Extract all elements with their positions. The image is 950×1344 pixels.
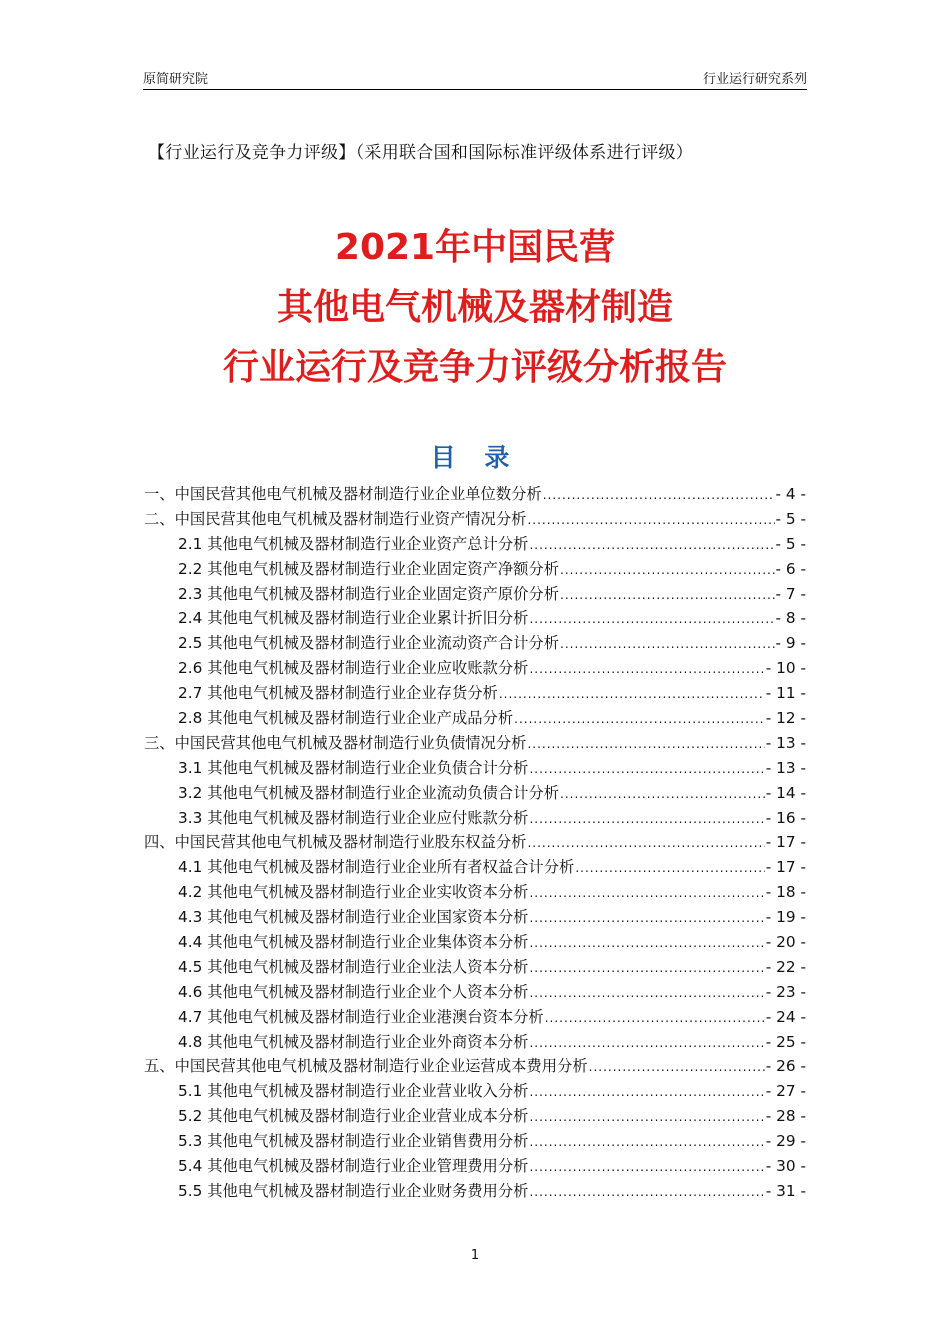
toc-leader-dots: [560, 588, 774, 602]
toc-entry-page: - 12 -: [765, 709, 806, 728]
toc-entry[interactable]: [144, 606, 806, 631]
toc-entry-page: - 28 -: [765, 1107, 806, 1126]
toc-entry-page: - 10 -: [765, 659, 806, 678]
toc-entry[interactable]: [144, 582, 806, 607]
toc-entry[interactable]: [144, 1129, 806, 1154]
toc-entry-label: 4.6 其他电气机械及器材制造行业企业个人资本分析: [178, 982, 529, 1001]
toc-entry[interactable]: [144, 482, 806, 507]
toc-entry-label: 5.3 其他电气机械及器材制造行业企业销售费用分析: [178, 1132, 529, 1151]
toc-entry[interactable]: [144, 880, 806, 905]
toc-entry-label: 2.6 其他电气机械及器材制造行业企业应收账款分析: [178, 659, 529, 678]
toc-leader-dots: [575, 861, 764, 875]
toc-entry-page: - 7 -: [775, 584, 806, 603]
toc-entry[interactable]: [144, 706, 806, 731]
toc-leader-dots: [527, 737, 764, 751]
toc-leader-dots: [529, 911, 764, 925]
toc-entry-page: - 26 -: [765, 1057, 806, 1076]
toc-entry-page: - 11 -: [765, 684, 806, 703]
toc-leader-dots: [527, 513, 774, 527]
toc-entry-label: 3.2 其他电气机械及器材制造行业企业流动负债合计分析: [178, 783, 560, 802]
toc-leader-dots: [499, 687, 765, 701]
toc-entry-page: - 29 -: [765, 1132, 806, 1151]
toc-entry-page: - 23 -: [765, 982, 806, 1001]
toc-heading: 目 录: [430, 443, 520, 472]
toc-leader-dots: [529, 1110, 764, 1124]
toc-entry-page: - 16 -: [765, 808, 806, 827]
header-org: 原简研究院: [143, 72, 209, 87]
toc-entry-page: - 17 -: [765, 858, 806, 877]
toc-entry-label: 2.2 其他电气机械及器材制造行业企业固定资产净额分析: [178, 559, 560, 578]
toc-leader-dots: [529, 1160, 764, 1174]
toc-entry-page: - 24 -: [765, 1007, 806, 1026]
toc-entry-label: 四、中国民营其他电气机械及器材制造行业股东权益分析: [144, 833, 527, 852]
rating-line: 【行业运行及竞争力评级】（采用联合国和国际标准评级体系进行评级）: [148, 143, 694, 163]
toc-entry-label: 2.1 其他电气机械及器材制造行业企业资产总计分析: [178, 534, 529, 553]
toc-leader-dots: [529, 538, 774, 552]
toc-entry[interactable]: [144, 1005, 806, 1030]
toc-entry[interactable]: [144, 1079, 806, 1104]
toc-leader-dots: [529, 662, 764, 676]
toc-entry-label: 2.4 其他电气机械及器材制造行业企业累计折旧分析: [178, 609, 529, 628]
toc-entry-label: 五、中国民营其他电气机械及器材制造行业企业运营成本费用分析: [144, 1057, 588, 1076]
toc-entry-page: - 25 -: [765, 1032, 806, 1051]
header-series: 行业运行研究系列: [702, 72, 807, 87]
toc-entry-label: 4.4 其他电气机械及器材制造行业企业集体资本分析: [178, 933, 529, 952]
toc-entry-page: - 5 -: [775, 509, 806, 528]
toc-entry-page: - 27 -: [765, 1082, 806, 1101]
toc-entry[interactable]: [144, 806, 806, 831]
toc-entry-page: - 20 -: [765, 933, 806, 952]
page-number: 1: [470, 1248, 480, 1263]
toc-entry-label: 4.7 其他电气机械及器材制造行业企业港澳台资本分析: [178, 1007, 544, 1026]
toc-leader-dots: [529, 961, 764, 975]
toc-entry-page: - 4 -: [775, 485, 806, 503]
toc-entry[interactable]: [144, 681, 806, 706]
toc-entry-page: - 17 -: [765, 833, 806, 852]
toc-leader-dots: [514, 712, 765, 726]
toc-entry-page: - 13 -: [765, 758, 806, 777]
toc-entry[interactable]: [144, 507, 806, 532]
toc-entry-label: 4.2 其他电气机械及器材制造行业企业实收资本分析: [178, 883, 529, 902]
toc-entry[interactable]: [144, 557, 806, 582]
toc-entry-page: - 6 -: [775, 559, 806, 578]
toc-entry-page: - 22 -: [765, 957, 806, 976]
toc-entry[interactable]: [144, 905, 806, 930]
toc-entry[interactable]: [144, 1104, 806, 1129]
toc-leader-dots: [560, 563, 774, 577]
toc-entry[interactable]: [144, 1154, 806, 1179]
toc-entry[interactable]: [144, 930, 806, 955]
toc-entry-label: 2.8 其他电气机械及器材制造行业企业产成品分析: [178, 709, 514, 728]
toc-leader-dots: [560, 637, 774, 651]
toc-entry-label: 3.1 其他电气机械及器材制造行业企业负债合计分析: [178, 758, 529, 777]
title-line-1: 2021年中国民营: [334, 227, 616, 268]
toc-entry[interactable]: [144, 1054, 806, 1079]
toc-entry-page: - 14 -: [765, 783, 806, 802]
toc-leader-dots: [529, 812, 764, 826]
toc-entry-label: 4.1 其他电气机械及器材制造行业企业所有者权益合计分析: [178, 858, 575, 877]
toc-leader-dots: [527, 836, 764, 850]
toc-entry[interactable]: [144, 955, 806, 980]
toc-entry[interactable]: [144, 830, 806, 855]
toc-entry-label: 2.5 其他电气机械及器材制造行业企业流动资产合计分析: [178, 634, 560, 653]
toc-entry[interactable]: [144, 756, 806, 781]
toc-entry-page: - 5 -: [775, 534, 806, 553]
toc-entry-page: - 9 -: [775, 634, 806, 653]
toc-entry-label: 5.5 其他电气机械及器材制造行业企业财务费用分析: [178, 1181, 529, 1200]
toc-entry-label: 4.8 其他电气机械及器材制造行业企业外商资本分析: [178, 1032, 529, 1051]
toc-entry-page: - 18 -: [765, 883, 806, 902]
toc-leader-dots: [543, 488, 775, 502]
toc-leader-dots: [529, 1135, 764, 1149]
toc-entry-label: 3.3 其他电气机械及器材制造行业企业应付账款分析: [178, 808, 529, 827]
toc-entry[interactable]: [144, 532, 806, 557]
toc-leader-dots: [545, 1011, 765, 1025]
toc-leader-dots: [589, 1060, 765, 1074]
toc-entry-label: 4.5 其他电气机械及器材制造行业企业法人资本分析: [178, 957, 529, 976]
toc-leader-dots: [560, 787, 765, 801]
table-of-contents: [144, 482, 806, 1204]
toc-entry-label: 5.1 其他电气机械及器材制造行业企业营业收入分析: [178, 1082, 529, 1101]
toc-entry-label: 一、中国民营其他电气机械及器材制造行业企业单位数分析: [144, 485, 542, 503]
toc-entry[interactable]: [144, 855, 806, 880]
toc-leader-dots: [529, 886, 764, 900]
toc-leader-dots: [529, 936, 764, 950]
toc-entry[interactable]: [144, 631, 806, 656]
title-line-3: 行业运行及竞争力评级分析报告: [222, 347, 727, 388]
header-divider: [143, 89, 807, 90]
toc-leader-dots: [529, 762, 764, 776]
toc-entry[interactable]: [144, 656, 806, 681]
toc-entry-label: 2.7 其他电气机械及器材制造行业企业存货分析: [178, 684, 498, 703]
toc-entry[interactable]: [144, 731, 806, 756]
report-title: [0, 218, 950, 398]
toc-entry-page: - 13 -: [765, 733, 806, 752]
toc-leader-dots: [529, 1185, 764, 1199]
toc-entry-label: 二、中国民营其他电气机械及器材制造行业资产情况分析: [144, 509, 527, 528]
toc-entry[interactable]: [144, 1030, 806, 1055]
toc-entry-label: 5.4 其他电气机械及器材制造行业企业管理费用分析: [178, 1157, 529, 1176]
title-line-2: 其他电气机械及器材制造: [276, 287, 673, 328]
toc-entry-label: 三、中国民营其他电气机械及器材制造行业负债情况分析: [144, 733, 527, 752]
toc-entry-page: - 30 -: [765, 1157, 806, 1176]
toc-entry-label: 2.3 其他电气机械及器材制造行业企业固定资产原价分析: [178, 584, 560, 603]
toc-entry-label: 5.2 其他电气机械及器材制造行业企业营业成本分析: [178, 1107, 529, 1126]
toc-entry-page: - 19 -: [765, 908, 806, 927]
toc-entry[interactable]: [144, 781, 806, 806]
toc-entry-page: - 8 -: [775, 609, 806, 628]
toc-leader-dots: [529, 1036, 764, 1050]
toc-entry[interactable]: [144, 980, 806, 1005]
toc-entry-label: 4.3 其他电气机械及器材制造行业企业国家资本分析: [178, 908, 529, 927]
toc-entry[interactable]: [144, 1179, 806, 1204]
toc-entry-page: - 31 -: [765, 1181, 806, 1200]
toc-leader-dots: [529, 986, 764, 1000]
toc-leader-dots: [529, 612, 774, 626]
toc-leader-dots: [529, 1085, 764, 1099]
